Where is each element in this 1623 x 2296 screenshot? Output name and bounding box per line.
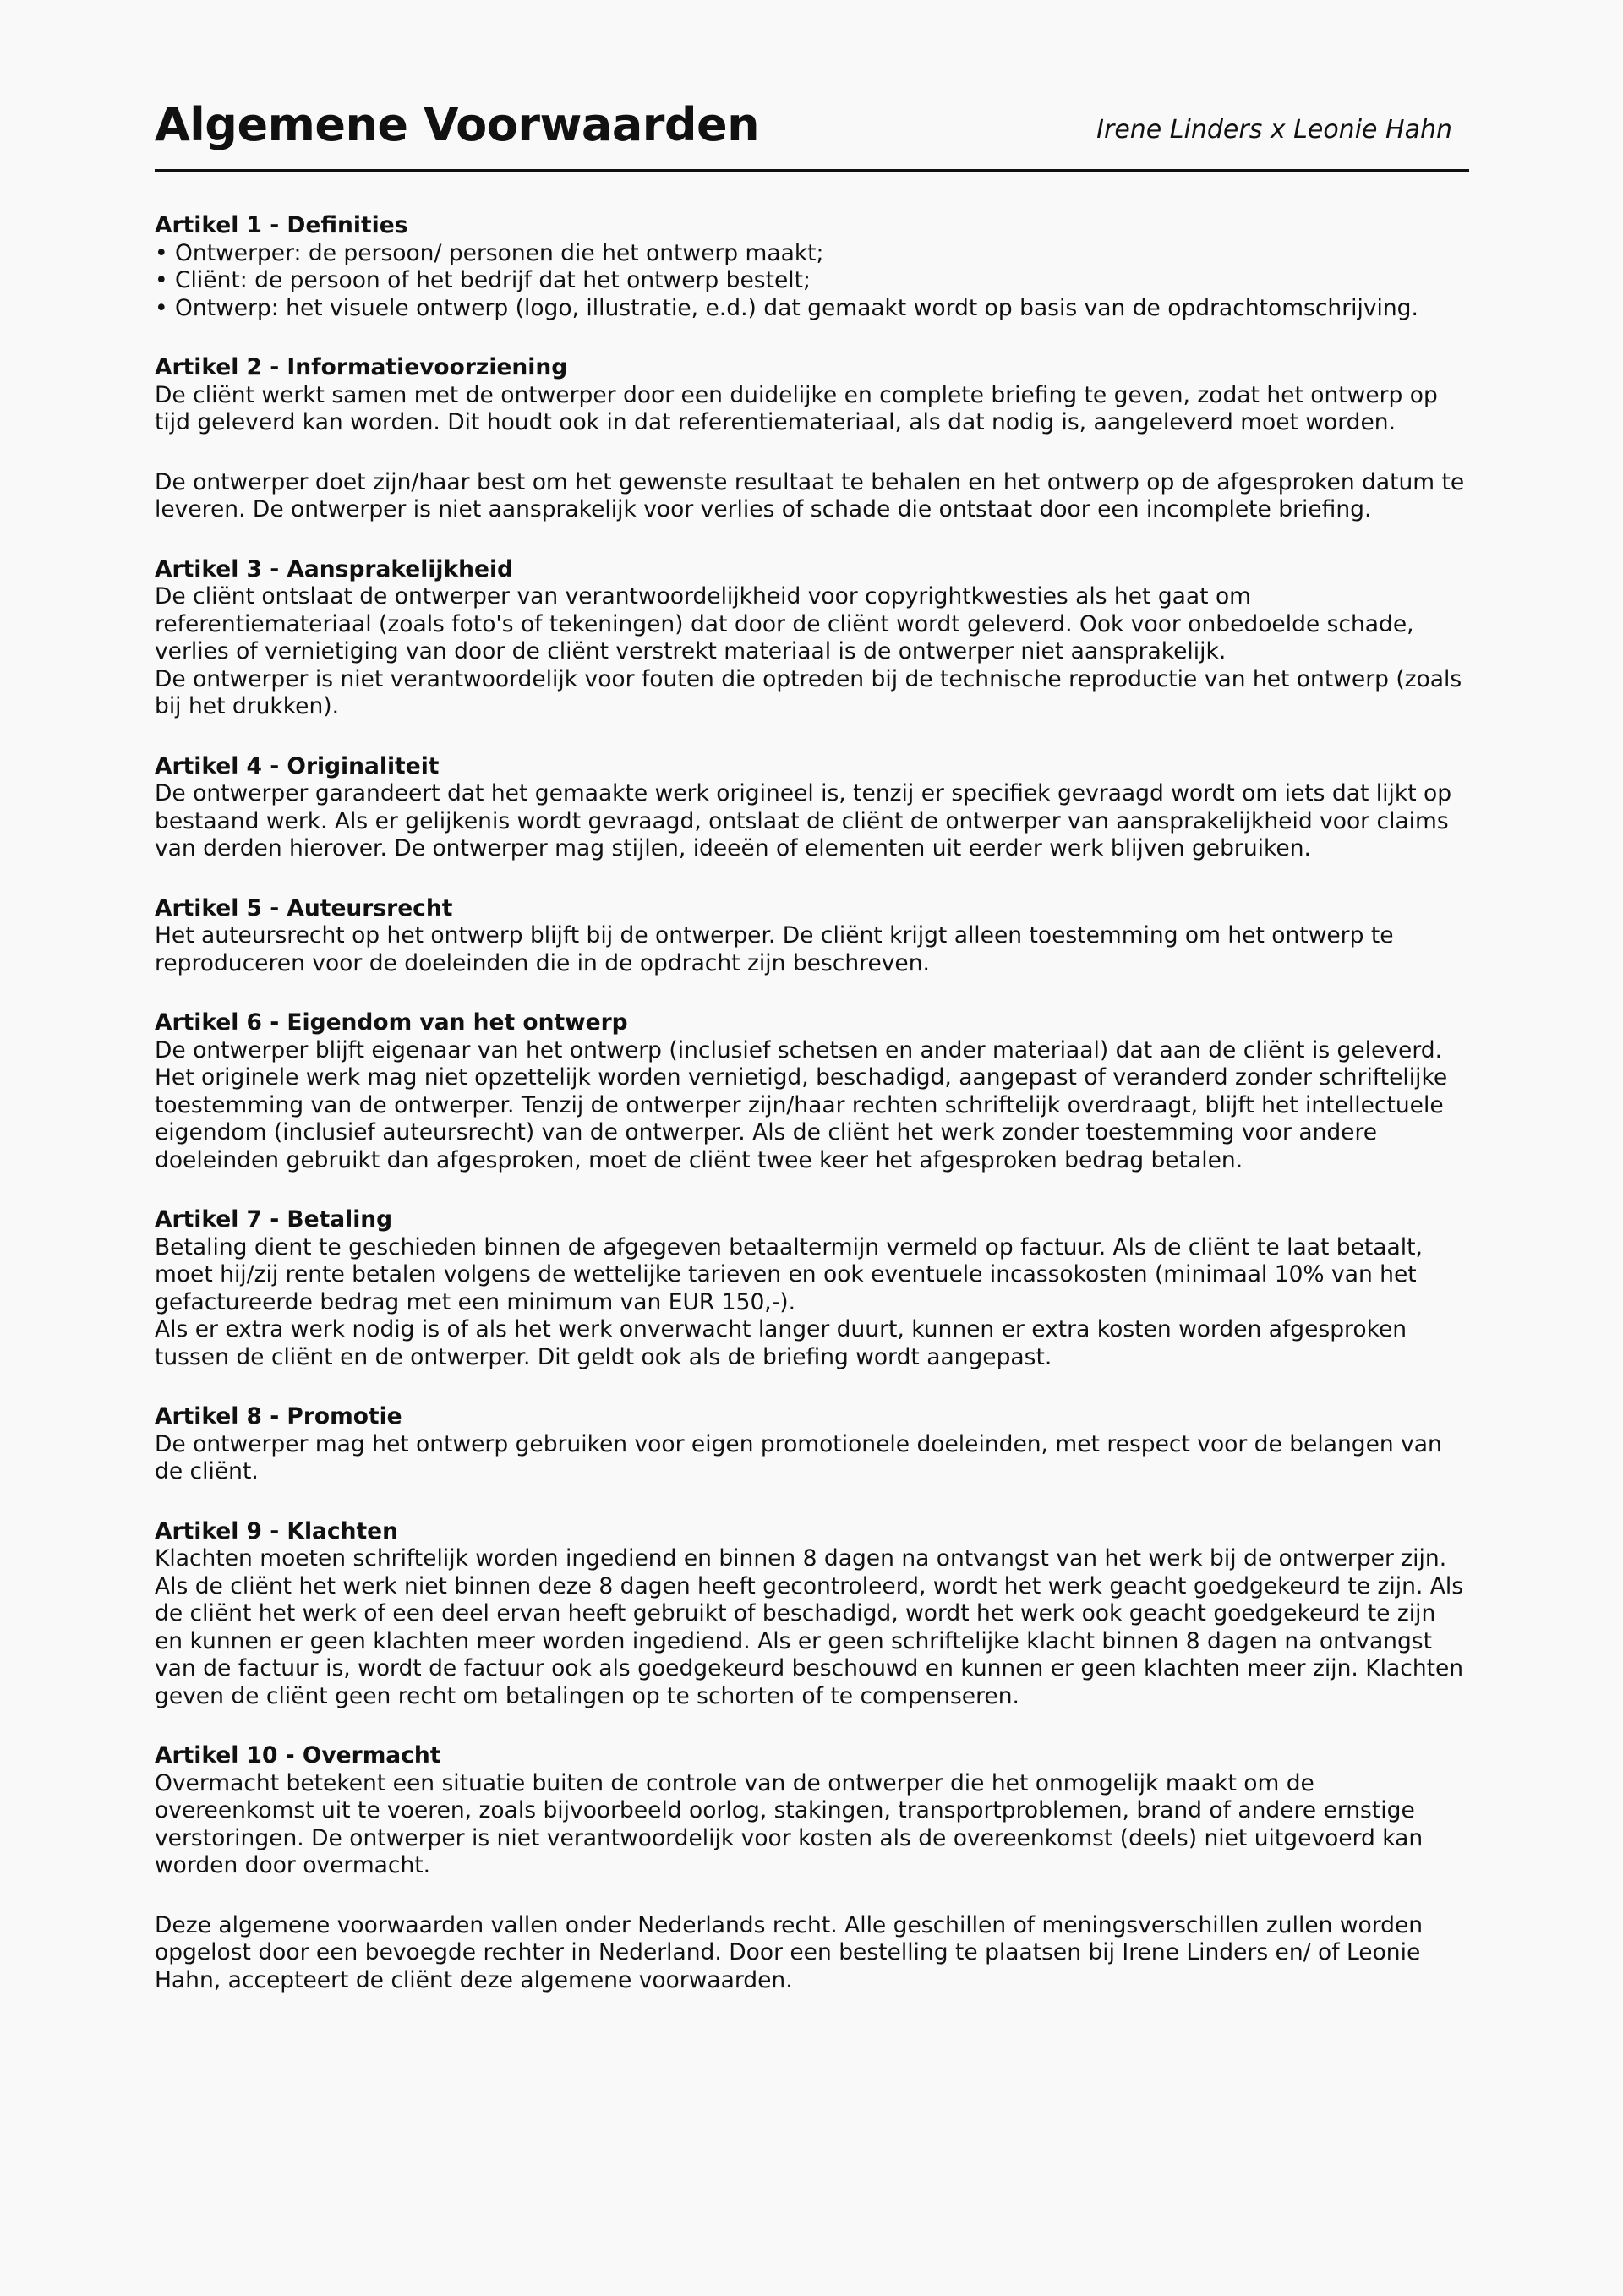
definition-bullet: • Cliënt: de persoon of het bedrijf dat het ontwerp bestelt;	[155, 267, 811, 293]
article-heading: Artikel 8 - Promotie	[155, 1403, 402, 1430]
article-8	[155, 1403, 1469, 1486]
article-6	[155, 1009, 1469, 1174]
article-paragraph: De ontwerper is niet verantwoordelijk voor fouten die optreden bij de technische reproductie van het ontwerp (zoals bij het drukken).	[155, 665, 1462, 719]
article-heading: Artikel 4 - Originaliteit	[155, 752, 440, 779]
article-paragraph: De ontwerper blijft eigenaar van het ontwerp (inclusief schetsen en ander materiaal) dat aan de cliënt is geleverd. Het originele werk mag niet opzettelijk worden vernietigd, beschadigd, aangepast of veranderd zonder schriftelijke toestemming van de ontwerper. Tenzij de ontwerper zijn/haar rechten schriftelijk overdraagt, blijft het intellectuele eigendom (inclusief auteursrecht) van de ontwerper. Als de cliënt het werk zonder toestemming voor andere doeleinden gebruikt dan afgesproken, moet de cliënt twee keer het afgesproken bedrag betalen.	[155, 1036, 1448, 1173]
terms-content	[155, 212, 1469, 2026]
article-3	[155, 556, 1469, 721]
article-4	[155, 753, 1469, 863]
article-paragraph: Het auteursrecht op het ontwerp blijft bij de ontwerper. De cliënt krijgt alleen toestemming om het ontwerp te reproduceren voor de doeleinden die in de opdracht zijn beschreven.	[155, 922, 1394, 976]
article-paragraph: De cliënt werkt samen met de ontwerper door een duidelijke en complete briefing te geven, zodat het ontwerp op tijd geleverd kan worden. Dit houdt ook in dat referentiemateriaal, als dat nodig is, aangeleverd moet worden.	[155, 381, 1438, 435]
article-paragraph: Overmacht betekent een situatie buiten de controle van de ontwerper die het onmogelijk maakt om de overeenkomst uit te voeren, zoals bijvoorbeeld oorlog, stakingen, transportproblemen, brand of andere ernstige verstoringen. De ontwerper is niet verantwoordelijk voor kosten als de overeenkomst (deels) niet uitgevoerd kan worden door overmacht.	[155, 1769, 1424, 1878]
article-heading: Artikel 1 - Definities	[155, 212, 408, 238]
article-2	[155, 354, 1469, 524]
article-heading: Artikel 3 - Aansprakelijkheid	[155, 555, 514, 582]
article-5	[155, 895, 1469, 978]
article-9	[155, 1518, 1469, 1711]
article-paragraph: Klachten moeten schriftelijk worden ingediend en binnen 8 dagen na ontvangst van het werk bij de ontwerper zijn. Als de cliënt het werk niet binnen deze 8 dagen heeft gecontroleerd, wordt het werk geacht goedgekeurd te zijn. Als de cliënt het werk of een deel ervan heeft gebruikt of beschadigd, wordt het werk ook geacht goedgekeurd te zijn en kunnen er geen klachten meer worden ingediend. Als er geen schriftelijke klacht binnen 8 dagen na ontvangst van de factuur is, wordt de factuur ook als goedgekeurd beschouwd en kunnen er geen klachten meer zijn. Klachten geven de cliënt geen recht om betalingen op te schorten of te compenseren.	[155, 1545, 1464, 1709]
article-paragraph: Als er extra werk nodig is of als het werk onverwacht langer duurt, kunnen er extra kosten worden afgesproken tussen de cliënt en de ontwerper. Dit geldt ook als de briefing wordt aangepast.	[155, 1316, 1407, 1370]
article-heading: Artikel 5 - Auteursrecht	[155, 894, 453, 921]
article-paragraph: De ontwerper garandeert dat het gemaakte werk origineel is, tenzij er specifiek gevraagd wordt om iets dat lijkt op bestaand werk. Als er gelijkenis wordt gevraagd, ontslaat de cliënt de ontwerper van aansprakelijkheid voor claims van derden hierover. De ontwerper mag stijlen, ideeën of elementen uit eerder werk blijven gebruiken.	[155, 780, 1452, 861]
article-heading: Artikel 2 - Informatievoorziening	[155, 354, 568, 380]
document-header	[155, 91, 1469, 172]
article-paragraph: De cliënt ontslaat de ontwerper van verantwoordelijkheid voor copyrightkwesties als het gaat om referentiemateriaal (zoals foto's of tekeningen) dat door de cliënt wordt geleverd. Ook voor onbedoelde schade, verlies of vernietiging van door de cliënt verstrekt materiaal is de ontwerper niet aansprakelijk.	[155, 583, 1414, 664]
article-heading: Artikel 9 - Klachten	[155, 1517, 398, 1544]
article-paragraph: De ontwerper mag het ontwerp gebruiken voor eigen promotionele doeleinden, met respect voor de belangen van de cliënt.	[155, 1430, 1442, 1484]
closing-paragraph: Deze algemene voorwaarden vallen onder Nederlands recht. Alle geschillen of meningsverschillen zullen worden opgelost door een bevoegde rechter in Nederland. Door een bestelling te plaatsen bij Irene Linders en/ of Leonie Hahn, accepteert de cliënt deze algemene voorwaarden.	[155, 1911, 1424, 1993]
definition-bullet: • Ontwerp: het visuele ontwerp (logo, illustratie, e.d.) dat gemaakt wordt op basis van de opdrachtomschrijving.	[155, 294, 1418, 321]
article-7	[155, 1206, 1469, 1371]
article-heading: Artikel 10 - Overmacht	[155, 1742, 441, 1768]
article-heading: Artikel 7 - Betaling	[155, 1206, 393, 1233]
page-subtitle: Irene Linders x Leonie Hahn	[1096, 115, 1452, 145]
definition-bullet: • Ontwerper: de persoon/ personen die het ontwerp maakt;	[155, 239, 824, 266]
page-title: Algemene Voorwaarden	[155, 98, 760, 151]
article-10	[155, 1742, 1469, 1994]
article-paragraph: Betaling dient te geschieden binnen de afgegeven betaaltermijn vermeld op factuur. Als de cliënt te laat betaalt, moet hij/zij rente betalen volgens de wettelijke tarieven en ook eventuele incassokosten (minimaal 10% van het gefactureerde bedrag met een minimum van EUR 150,-).	[155, 1233, 1423, 1315]
article-paragraph: De ontwerper doet zijn/haar best om het gewenste resultaat te behalen en het ontwerp op de afgesproken datum te leveren. De ontwerper is niet aansprakelijk voor verlies of schade die ontstaat door een incomplete briefing.	[155, 468, 1465, 522]
article-heading: Artikel 6 - Eigendom van het ontwerp	[155, 1009, 628, 1036]
article-1	[155, 212, 1469, 322]
